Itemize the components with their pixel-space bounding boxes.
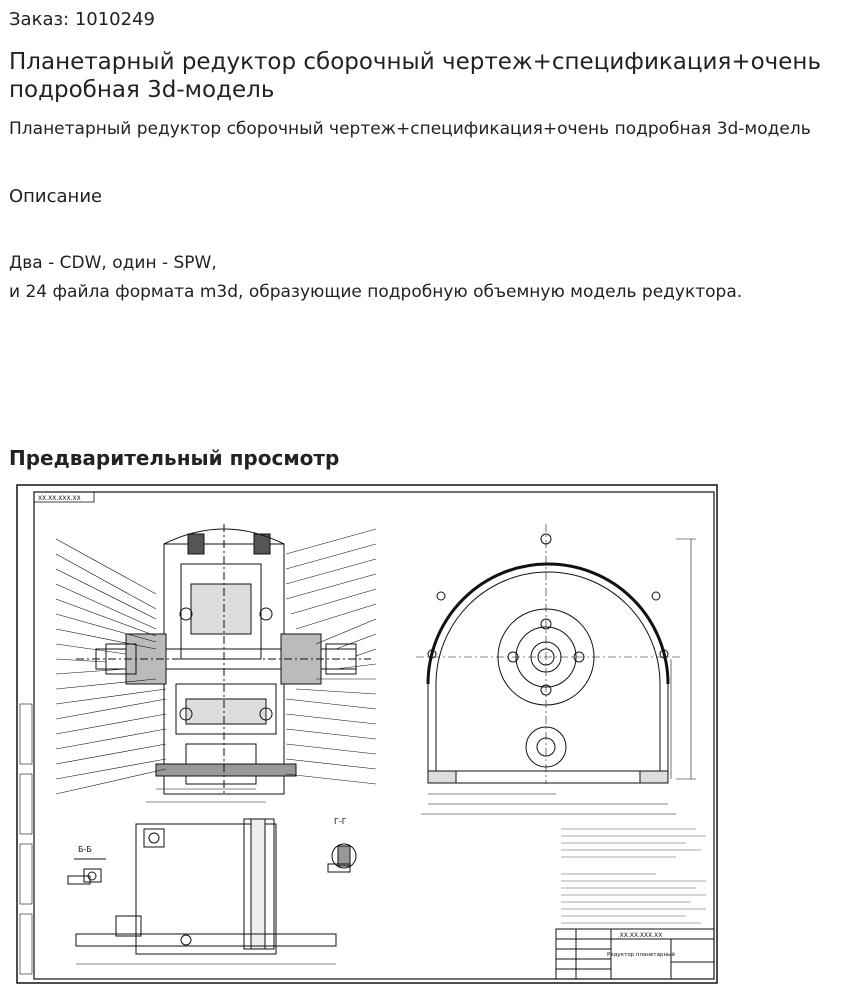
drawing-preview-image	[16, 484, 718, 984]
preview-heading: Предварительный просмотр	[9, 446, 340, 470]
section-bb-label: Б-Б	[78, 845, 92, 854]
description-line-1: Два - CDW, один - SPW,	[9, 253, 217, 273]
description-text	[9, 249, 742, 307]
order-number: Заказ: 1010249	[9, 9, 155, 30]
sheet-code: ХХ.ХХ.ХХХ.ХХ	[38, 495, 81, 502]
description-line-2: и 24 файла формата m3d, образующие подробную объемную модель редуктора.	[9, 282, 743, 302]
description-heading: Описание	[9, 186, 103, 207]
title-block-code: ХХ.ХХ.ХХХ.ХХ	[619, 932, 663, 939]
page-subtitle: Планетарный редуктор сборочный чертеж+спецификация+очень подробная 3d-модель	[9, 119, 811, 139]
page-title: Планетарный редуктор сборочный чертеж+спецификация+очень подробная 3d-модель	[9, 49, 822, 103]
section-gg-label: Г-Г	[334, 817, 347, 826]
title-block-name: Редуктор планетарный	[607, 952, 675, 958]
